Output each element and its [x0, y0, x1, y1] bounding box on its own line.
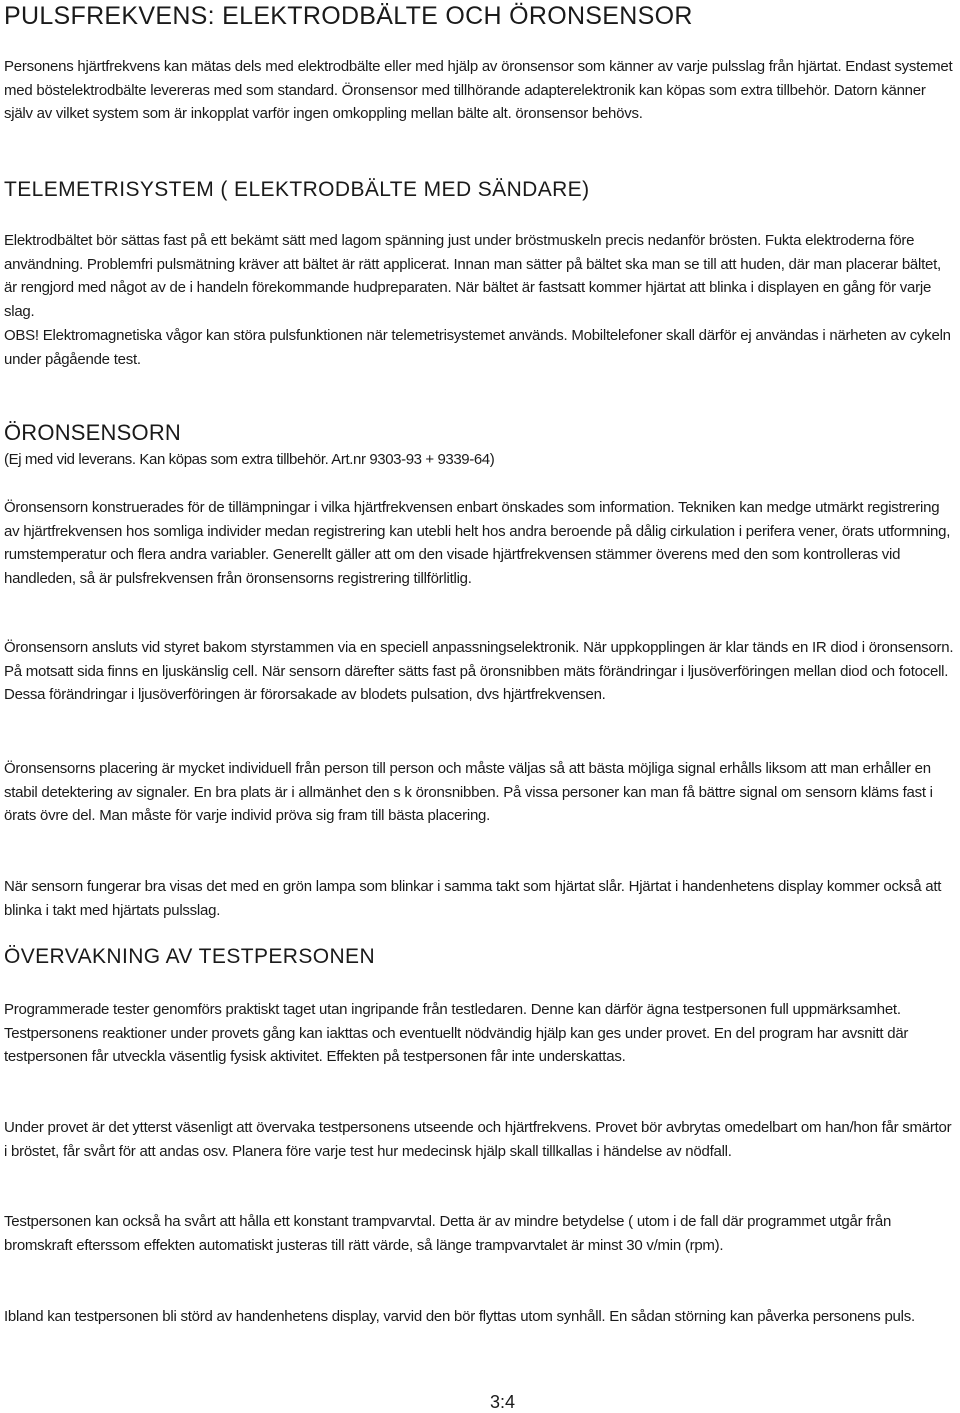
telemetry-obs-paragraph: OBS! Elektromagnetiska vågor kan störa pulsfunktionen när telemetrisystemet används. Mobiltelefoner skall därför ej användas i närheten av cykeln under pågående test. — [4, 327, 951, 368]
telemetry-paragraph: Elektrodbältet bör sättas fast på ett bekämt sätt med lagom spänning just under bröstmuskeln precis nedanför brösten. Fukta elektroderna före användning. Problemfri pulsmätning kräver att bältet är rätt applicerat. Innan man sätter på bältet ska man se till att huden, där man placerar bältet, är rengjord med något av de i handeln förekommande hudpreparaten. När bältet är fastsatt kommer hjärtat att blinka i displayen en gång för varje slag. — [4, 232, 941, 320]
monitoring-heading: ÖVERVAKNING AV TESTPERSONEN — [4, 945, 376, 968]
ear-sensor-paragraph-4: När sensorn fungerar bra visas det med en grön lampa som blinkar i samma takt som hjärtat slår. Hjärtat i handenhetens display kommer också att blinka i takt med hjärtats pulsslag. — [4, 878, 942, 919]
ear-sensor-paragraph-3: Öronsensorns placering är mycket individuell från person till person och måste väljas så att bästa möjliga signal erhålls liksom att man erhåller en stabil detektering av signaler. En bra plats är i allmänhet den s k öronsnibben. På vissa personer kan man få bättre signal om sensorn kläms fast i örats övre del. Man måste för varje individ pröva sig fram till bästa placering. — [4, 760, 933, 825]
monitoring-paragraph-4: Ibland kan testpersonen bli störd av handenhetens display, varvid den bör flyttas utom synhåll. En sådan störning kan påverka personens puls. — [4, 1308, 915, 1325]
ear-sensor-note: (Ej med vid leverans. Kan köpas som extra tillbehör. Art.nr 9303-93 + 9339-64) — [4, 451, 495, 468]
telemetry-heading: TELEMETRISYSTEM ( ELEKTRODBÄLTE MED SÄNDARE) — [4, 178, 590, 201]
monitoring-paragraph-2: Under provet är det ytterst väsenligt att övervaka testpersonens utseende och hjärtfrekvens. Provet bör avbrytas omedelbart om han/hon får smärtor i bröstet, får svårt för att andas osv. Planera före varje test hur medecinsk hjälp skall tillkallas i händelse av nödfall. — [4, 1119, 952, 1160]
intro-paragraph: Personens hjärtfrekvens kan mätas dels med elektrodbälte eller med hjälp av öronsensor som känner av varje pulsslag från hjärtat. Endast systemet med böstelektrodbälte levereras med som standard. Öronsensor med tillhörande adapterelektronik kan köpas som extra tillbehör. Datorn känner själv av vilket system som är inkopplat varför ingen omkoppling mellan bälte alt. öronsensor behövs. — [4, 58, 953, 123]
ear-sensor-paragraph-2: Öronsensorn ansluts vid styret bakom styrstammen via en speciell anpassningselektronik. När uppkopplingen är klar tänds en IR diod i öronsensorn. På motsatt sida finns en ljuskänslig cell. När sensorn därefter sätts fast på öronsnibben mäts förändringar i ljusöverföringen mellan diod och fotocell. Dessa förändringar i ljusöverföringen är förorsakade av blodets pulsation, dvs hjärtfrekvensen. — [4, 639, 954, 704]
ear-sensor-heading: ÖRONSENSORN — [4, 420, 181, 445]
ear-sensor-paragraph-1: Öronsensorn konstruerades för de tillämpningar i vilka hjärtfrekvensen enbart önskades som information. Tekniken kan medge utmärkt registrering av hjärtfrekvensen hos somliga individer medan registrering kan utebli helt hos andra beroende på dålig cirkulation i perifera vener, örats utformning, rumstemperatur och flera andra variabler. Generellt gäller att om den visade hjärtfrekvensen stämmer överens med den som kontrolleras vid handleden, så är pulsfrekvensen från öronsensorns registrering tillförlitlig. — [4, 499, 951, 587]
monitoring-paragraph-3: Testpersonen kan också ha svårt att hålla ett konstant trampvarvtal. Detta är av mindre betydelse ( utom i de fall där programmet utgår från bromskraft efterssom effekten automatiskt justeras till rätt värde, så länge trampvarvtalet är minst 30 v/min (rpm). — [4, 1213, 892, 1254]
page-number: 3:4 — [490, 1392, 516, 1412]
page-title: PULSFREKVENS: ELEKTRODBÄLTE OCH ÖRONSENSOR — [4, 2, 693, 30]
monitoring-paragraph-1: Programmerade tester genomförs praktiskt taget utan ingripande från testledaren. Denne kan därför ägna testpersonen full uppmärksamhet. Testpersonens reaktioner under provets gång kan iakttas och eventuellt nödvändig hjälp kan ges under provet. En del program har avsnitt där testpersonen får utveckla väsentlig fysisk aktivitet. Effekten på testpersonen får inte underskattas. — [4, 1001, 909, 1066]
